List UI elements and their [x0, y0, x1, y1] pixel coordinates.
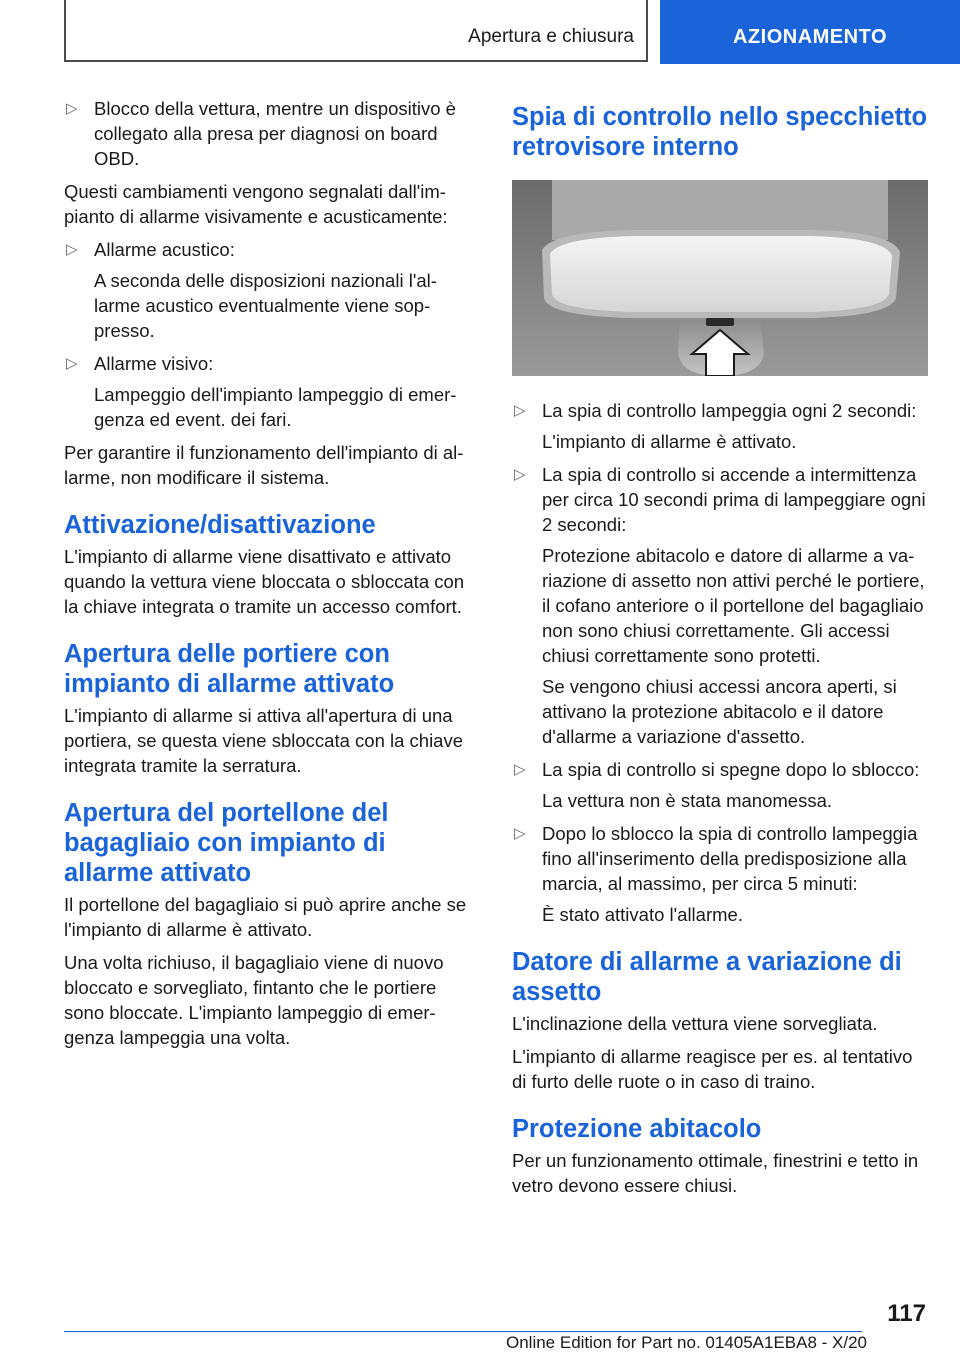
footer-edition: Online Edition for Part no. 01405A1EBA8 - X/20	[506, 1333, 868, 1352]
paragraph: Una volta richiuso, il bagagliaio viene di nuovo bloccato e sorvegliato, fintanto che le portiere sono bloccate. L'impianto lampeggio di emergenza lampeggia una volta.	[64, 952, 444, 1048]
list-item	[64, 351, 476, 432]
list-item-text: La spia di controllo lampeggia ogni 2 secondi:	[542, 400, 917, 421]
list-item	[64, 96, 476, 171]
heading-activation: Attivazione/disattivazione	[64, 511, 376, 539]
triangle-bullet-icon: ▷	[66, 355, 78, 372]
list-item-subtext: È stato attivato l'allarme.	[542, 904, 743, 925]
paragraph: L'inclinazione della vettura viene sorvegliata.	[512, 1013, 878, 1034]
right-column	[512, 96, 928, 1206]
triangle-bullet-icon: ▷	[514, 761, 526, 778]
heading-doors: Apertura delle portiere con impianto di allarme attivato	[64, 640, 395, 698]
paragraph: Questi cambiamenti vengono segnalati dall'impianto di allarme visivamente e acusticamente:	[64, 181, 448, 227]
list-item-subtext: L'impianto di allarme è attivato.	[542, 431, 797, 452]
header-chapter-tab: AZIONAMENTO	[660, 0, 960, 64]
list-item-subtext: La vettura non è stata manomessa.	[542, 790, 833, 811]
list-item-text: Allarme acustico:	[94, 239, 235, 260]
header-section-title: Apertura e chiusura	[468, 26, 634, 47]
paragraph: L'impianto di allarme reagisce per es. al tentativo di furto delle ruote o in caso di traino.	[512, 1046, 913, 1092]
left-column	[64, 96, 476, 1058]
list-item-text: La spia di controllo si spegne dopo lo sblocco:	[542, 759, 920, 780]
list-item-subtext: Protezione abitacolo e datore di allarme a variazione di assetto non attivi perché le portiere, il cofano anteriore o il portellone del bagagliaio non sono chiusi correttamente. Gli accessi chiusi correttamente sono protetti.	[542, 545, 925, 666]
list-item	[512, 821, 928, 927]
heading-trunk: Apertura del portellone del bagagliaio con impianto di allarme attivato	[64, 799, 389, 887]
list-item	[512, 757, 928, 813]
rearview-mirror-illustration	[512, 180, 928, 376]
paragraph: Per un funzionamento ottimale, finestrini e tetto in vetro devono essere chiusi.	[512, 1150, 919, 1196]
heading-tilt-sensor: Datore di allarme a variazione di assetto	[512, 948, 902, 1006]
list-item-text: Blocco della vettura, mentre un dispositivo è collegato alla presa per diagnosi on board OBD.	[94, 98, 456, 169]
list-item-text: La spia di controllo si accende a intermittenza per circa 10 secondi prima di lampeggiare ogni 2 secondi:	[542, 464, 926, 535]
heading-interior-protection: Protezione abitacolo	[512, 1115, 762, 1143]
page-number: 117	[887, 1300, 926, 1327]
triangle-bullet-icon: ▷	[66, 241, 78, 258]
triangle-bullet-icon: ▷	[514, 825, 526, 842]
paragraph: L'impianto di allarme viene disattivato e attivato quando la vettura viene bloccata o sbloccata con la chiave integrata o tramite un accesso comfort.	[64, 546, 465, 617]
list-item-text: Dopo lo sblocco la spia di controllo lampeggia fino all'inserimento della predisposizione alla marcia, al massimo, per circa 5 minuti:	[542, 823, 918, 894]
header-section-box	[64, 0, 648, 62]
paragraph: Il portellone del bagagliaio si può aprire anche se l'impianto di allarme è attivato.	[64, 894, 467, 940]
list-item-text: Allarme visivo:	[94, 353, 214, 374]
page-header	[0, 0, 960, 66]
list-item-subtext: Se vengono chiusi accessi ancora aperti, si attivano la protezione abitacolo e il datore d'allarme a variazione d'assetto.	[542, 676, 897, 747]
footer-divider	[64, 1331, 862, 1332]
list-item-subtext: A seconda delle disposizioni nazionali l'allarme acustico eventualmente viene soppresso.	[94, 270, 437, 341]
list-item	[64, 237, 476, 343]
triangle-bullet-icon: ▷	[66, 100, 78, 117]
triangle-bullet-icon: ▷	[514, 402, 526, 419]
list-item	[512, 398, 928, 454]
paragraph: Per garantire il funzionamento dell'impianto di allarme, non modificare il sistema.	[64, 442, 464, 488]
list-item-subtext: Lampeggio dell'impianto lampeggio di emergenza ed event. dei fari.	[94, 384, 457, 430]
heading-indicator: Spia di controllo nello specchietto retrovisore interno	[512, 103, 928, 161]
paragraph: L'impianto di allarme si attiva all'apertura di una portiera, se questa viene sbloccata con la chiave integrata tramite la serratura.	[64, 705, 464, 776]
list-item	[512, 462, 928, 749]
triangle-bullet-icon: ▷	[514, 466, 526, 483]
